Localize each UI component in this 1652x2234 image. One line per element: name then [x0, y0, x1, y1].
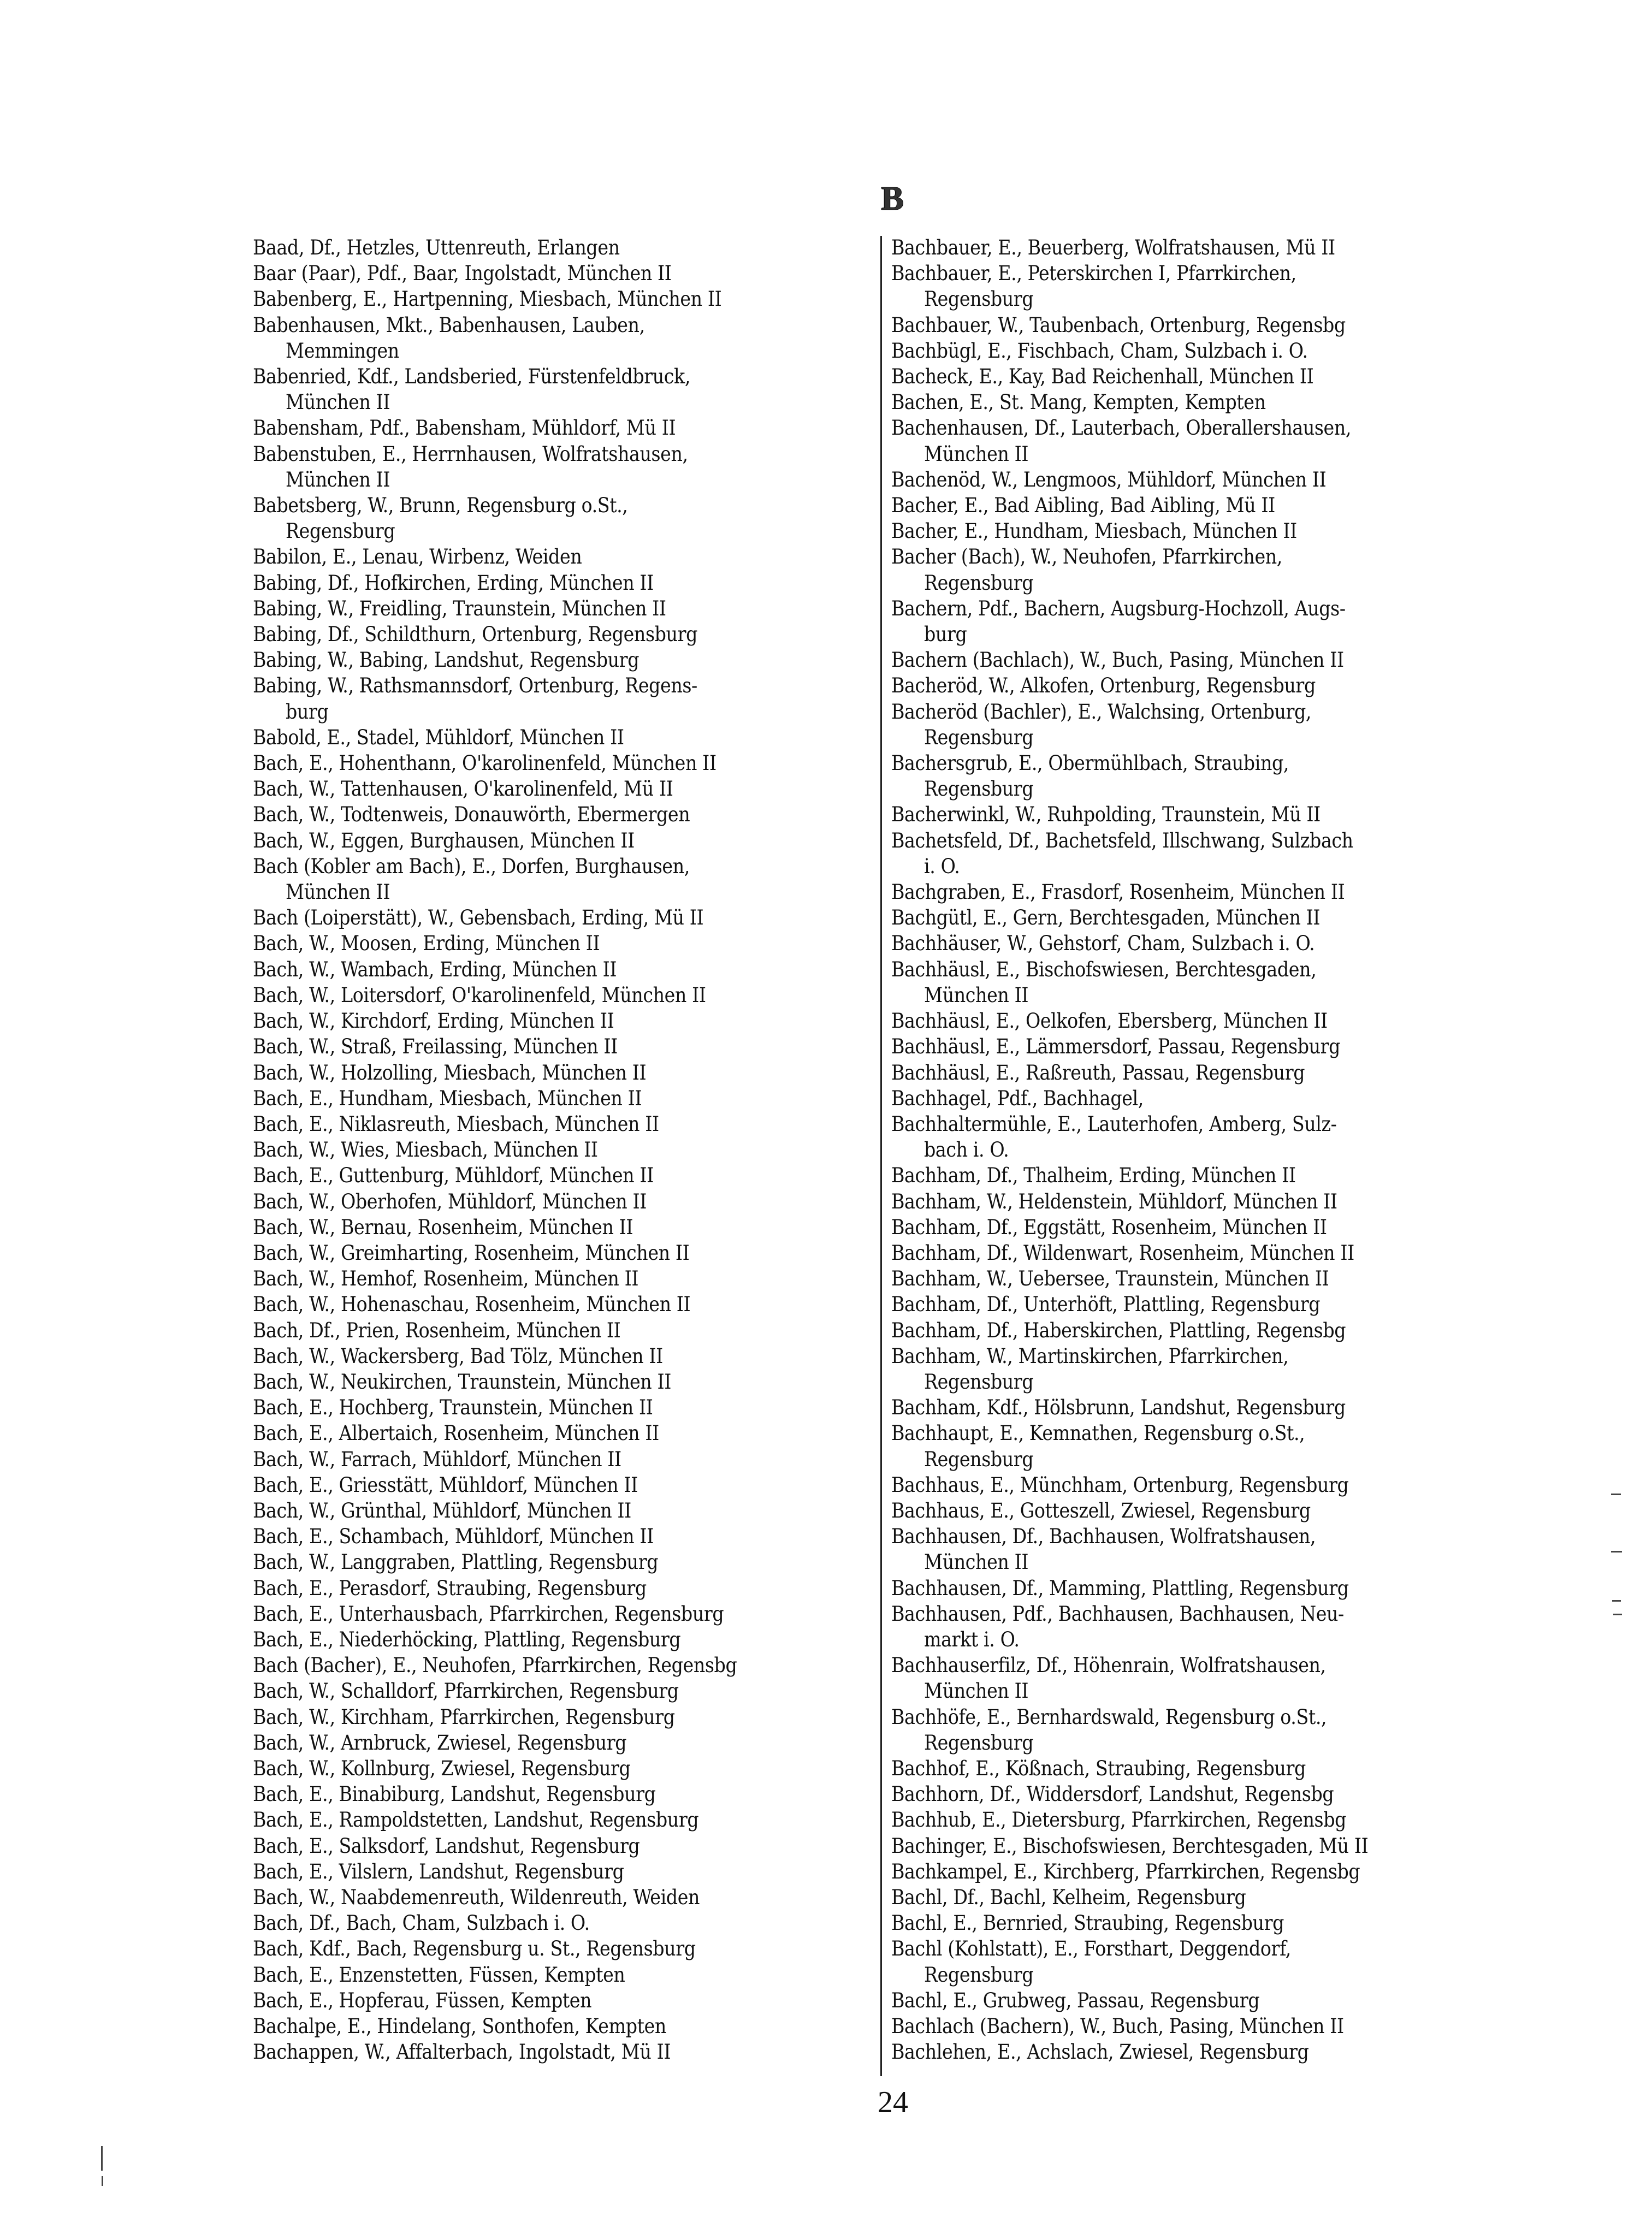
- entry-text: Bach, W., Kirchdorf, Erding, München II: [253, 1009, 614, 1033]
- gazetteer-entry: [253, 1008, 870, 1034]
- entry-text: Babensham, Pdf., Babensham, Mühldorf, Mü II: [253, 416, 676, 440]
- gazetteer-entry: [891, 415, 1536, 466]
- gazetteer-entry: [253, 1885, 870, 1910]
- scan-artifact-mark: [1613, 1614, 1622, 1615]
- entry-text: Bach, E., Salksdorf, Landshut, Regensburg: [253, 1834, 640, 1858]
- gazetteer-entry: [253, 1420, 870, 1446]
- gazetteer-entry: [891, 879, 1536, 905]
- entry-text: Bach, W., Schalldorf, Pfarrkirchen, Regensburg: [253, 1679, 679, 1703]
- gazetteer-entry: [891, 235, 1536, 260]
- entry-text: Bach, W., Kirchham, Pfarrkirchen, Regensburg: [253, 1705, 675, 1729]
- gazetteer-entry: [891, 1163, 1536, 1188]
- gazetteer-entry: [253, 286, 870, 312]
- gazetteer-entry: [253, 776, 870, 802]
- gazetteer-entry: [253, 1833, 870, 1859]
- entry-continuation: Memmingen: [286, 339, 399, 363]
- entry-text: Bach (Bacher), E., Neuhofen, Pfarrkirchen, Regensbg: [253, 1654, 737, 1678]
- gazetteer-entry: [253, 828, 870, 854]
- entry-continuation: Regensburg: [924, 1447, 1034, 1471]
- entry-text: Bachhäuser, W., Gehstorf, Cham, Sulzbach i. O.: [891, 932, 1315, 956]
- entry-text: Bachhagel, Pdf., Bachhagel,: [891, 1086, 1144, 1110]
- entry-text: Bach, W., Neukirchen, Traunstein, München II: [253, 1370, 672, 1394]
- entry-text: Bachhof, E., Kößnach, Straubing, Regensburg: [891, 1756, 1306, 1780]
- entry-continuation: München II: [286, 390, 390, 414]
- entry-text: Bachhäusl, E., Lämmersdorf, Passau, Regensburg: [891, 1035, 1341, 1059]
- entry-text: Bachham, Df., Eggstätt, Rosenheim, München II: [891, 1215, 1327, 1239]
- entry-text: Bach, E., Niederhöcking, Plattling, Regensburg: [253, 1627, 681, 1651]
- gazetteer-entry: [891, 1601, 1536, 1652]
- gazetteer-entry: [891, 1240, 1536, 1266]
- entry-text: Bach, W., Moosen, Erding, München II: [253, 932, 600, 956]
- entry-text: Babenried, Kdf., Landsberied, Fürstenfeldbruck,: [253, 365, 690, 389]
- gazetteer-entry: [891, 750, 1536, 802]
- gazetteer-entry: [891, 1086, 1536, 1111]
- entry-text: Bachhub, E., Dietersburg, Pfarrkirchen, Regensbg: [891, 1808, 1347, 1832]
- gazetteer-entry: [253, 1988, 870, 2013]
- gazetteer-entry: [891, 1910, 1536, 1936]
- entry-text: Bach, W., Wies, Miesbach, München II: [253, 1138, 598, 1162]
- entry-text: Bach, W., Hohenaschau, Rosenheim, München II: [253, 1293, 691, 1317]
- gazetteer-entry: [891, 699, 1536, 750]
- entry-text: Bacheröd (Bachler), E., Walchsing, Ortenburg,: [891, 700, 1312, 724]
- gazetteer-entry: [891, 1575, 1536, 1601]
- entry-text: Bacher, E., Bad Aibling, Bad Aibling, Mü II: [891, 494, 1275, 518]
- gazetteer-entry: [891, 2013, 1536, 2039]
- entry-continuation: Regensburg: [924, 1370, 1034, 1394]
- gazetteer-entry: [253, 673, 870, 724]
- entry-text: Babetsberg, W., Brunn, Regensburg o.St.,: [253, 494, 628, 518]
- gazetteer-entry: [253, 905, 870, 931]
- gazetteer-entry: [891, 1498, 1536, 1524]
- entry-text: Bacherwinkl, W., Ruhpolding, Traunstein, Mü II: [891, 803, 1321, 827]
- entry-text: Bach, W., Farrach, Mühldorf, München II: [253, 1447, 621, 1471]
- entry-text: Baar (Paar), Pdf., Baar, Ingolstadt, München II: [253, 262, 672, 286]
- gazetteer-entry: [891, 1859, 1536, 1885]
- entry-text: Bachenhausen, Df., Lauterbach, Oberallershausen,: [891, 416, 1352, 440]
- gazetteer-entry: [253, 493, 870, 544]
- entry-continuation: München II: [924, 1550, 1029, 1574]
- entry-text: Bach, W., Langgraben, Plattling, Regensburg: [253, 1550, 659, 1574]
- gazetteer-entry: [891, 1395, 1536, 1420]
- entry-continuation: München II: [924, 983, 1029, 1007]
- gazetteer-entry: [253, 1524, 870, 1549]
- entry-text: Babing, W., Babing, Landshut, Regensburg: [253, 648, 640, 672]
- entry-text: Babenstuben, E., Herrnhausen, Wolfratshausen,: [253, 442, 688, 466]
- gazetteer-entry: [891, 1343, 1536, 1395]
- entry-continuation: bach i. O.: [924, 1138, 1009, 1162]
- entry-text: Babilon, E., Lenau, Wirbenz, Weiden: [253, 545, 582, 569]
- gazetteer-entry: [253, 854, 870, 905]
- entry-text: Bachhaus, E., Gotteszell, Zwiesel, Regensburg: [891, 1498, 1311, 1522]
- gazetteer-entry: [891, 1189, 1536, 1214]
- gazetteer-entry: [891, 467, 1536, 493]
- entry-text: Bach, W., Tattenhausen, O'karolinenfeld, Mü II: [253, 777, 673, 801]
- entry-text: Bach, E., Unterhausbach, Pfarrkirchen, Regensburg: [253, 1602, 724, 1626]
- gazetteer-entry: [253, 1163, 870, 1188]
- gazetteer-entry: [253, 1266, 870, 1291]
- gazetteer-entry: [253, 1627, 870, 1652]
- gazetteer-entry: [253, 1678, 870, 1704]
- entry-continuation: München II: [924, 442, 1029, 466]
- entry-text: Bach, E., Enzenstetten, Füssen, Kempten: [253, 1963, 625, 1987]
- gazetteer-entry: [253, 1343, 870, 1369]
- entry-text: Bach, Df., Prien, Rosenheim, München II: [253, 1318, 621, 1342]
- entry-text: Bachhäusl, E., Oelkofen, Ebersberg, München II: [891, 1009, 1328, 1033]
- gazetteer-entry: [253, 2039, 870, 2065]
- entry-text: Bachersgrub, E., Obermühlbach, Straubing,: [891, 751, 1289, 775]
- entry-text: Bachhausen, Df., Bachhausen, Wolfratshausen,: [891, 1525, 1316, 1549]
- gazetteer-entry: [891, 1807, 1536, 1833]
- gazetteer-entry: [253, 982, 870, 1008]
- entry-text: Bach, W., Wackersberg, Bad Tölz, München II: [253, 1344, 663, 1368]
- gazetteer-entry: [891, 1266, 1536, 1291]
- entry-continuation: i. O.: [924, 854, 960, 878]
- entry-text: Bach, E., Vilslern, Landshut, Regensburg: [253, 1859, 624, 1883]
- entry-text: Bach, E., Hochberg, Traunstein, München II: [253, 1396, 653, 1420]
- entry-text: Bach, E., Hohenthann, O'karolinenfeld, München II: [253, 751, 717, 775]
- entry-text: Bachlehen, E., Achslach, Zwiesel, Regensburg: [891, 2040, 1309, 2064]
- gazetteer-entry: [891, 957, 1536, 1008]
- gazetteer-entry: [891, 389, 1536, 415]
- entry-text: Bach, Df., Bach, Cham, Sulzbach i. O.: [253, 1911, 590, 1935]
- entry-text: Bach, W., Grünthal, Mühldorf, München II: [253, 1498, 631, 1522]
- entry-text: Bach, E., Rampoldstetten, Landshut, Regensburg: [253, 1808, 699, 1832]
- entry-text: Bachhorn, Df., Widdersdorf, Landshut, Regensbg: [891, 1782, 1334, 1806]
- gazetteer-entry: [891, 1885, 1536, 1910]
- gazetteer-entry: [891, 518, 1536, 544]
- entry-text: Bach, E., Hopferau, Füssen, Kempten: [253, 1988, 592, 2012]
- gazetteer-entry: [891, 1988, 1536, 2013]
- scan-artifact-mark: [101, 2146, 103, 2171]
- entry-text: Babing, W., Rathsmannsdorf, Ortenburg, Regens-: [253, 674, 697, 698]
- gazetteer-entry: [253, 2013, 870, 2039]
- gazetteer-entry: [891, 1472, 1536, 1498]
- entry-continuation: burg: [924, 623, 967, 647]
- gazetteer-entry: [253, 544, 870, 570]
- entry-text: Bach, E., Hundham, Miesbach, München II: [253, 1086, 642, 1110]
- entry-text: Bachhausen, Pdf., Bachhausen, Bachhausen, Neu-: [891, 1602, 1344, 1626]
- entry-text: Bach, W., Bernau, Rosenheim, München II: [253, 1215, 633, 1239]
- scan-artifact-mark: [1611, 1551, 1622, 1552]
- entry-text: Bach, W., Holzolling, Miesbach, München II: [253, 1060, 647, 1085]
- gazetteer-entry: [253, 931, 870, 956]
- gazetteer-entry: [253, 312, 870, 364]
- gazetteer-entry: [253, 260, 870, 286]
- entry-text: Bach, E., Schambach, Mühldorf, München II: [253, 1525, 654, 1549]
- gazetteer-entry: [891, 1214, 1536, 1240]
- gazetteer-entry: [891, 802, 1536, 827]
- entry-text: Bach, W., Kollnburg, Zwiesel, Regensburg: [253, 1756, 631, 1780]
- gazetteer-entry: [253, 1395, 870, 1420]
- entry-text: Bach (Kobler am Bach), E., Dorfen, Burghausen,: [253, 854, 690, 878]
- entry-text: Bachhaupt, E., Kemnathen, Regensburg o.St.,: [891, 1421, 1305, 1445]
- entry-text: Bach, W., Hemhof, Rosenheim, München II: [253, 1267, 639, 1291]
- entry-text: Bach, W., Straß, Freilassing, München II: [253, 1035, 618, 1059]
- entry-text: Bach, E., Niklasreuth, Miesbach, München II: [253, 1112, 659, 1136]
- entry-text: Bachhöfe, E., Bernhardswald, Regensburg o.St.,: [891, 1705, 1327, 1729]
- gazetteer-entry: [253, 750, 870, 776]
- entry-continuation: Regensburg: [924, 1963, 1034, 1987]
- gazetteer-entry: [253, 1240, 870, 1266]
- entry-text: Bach, Kdf., Bach, Regensburg u. St., Regensburg: [253, 1937, 696, 1961]
- entry-text: Bach, W., Eggen, Burghausen, München II: [253, 828, 635, 852]
- entry-text: Bachen, E., St. Mang, Kempten, Kempten: [891, 390, 1266, 414]
- entry-text: Bach, E., Albertaich, Rosenheim, München II: [253, 1421, 659, 1445]
- entry-text: Bachhauserfilz, Df., Höhenrain, Wolfratshausen,: [891, 1654, 1326, 1678]
- gazetteer-entry: [891, 312, 1536, 338]
- gazetteer-entry: [891, 1652, 1536, 1704]
- entry-text: Bachbauer, E., Beuerberg, Wolfratshausen, Mü II: [891, 236, 1335, 259]
- entry-text: Bachkampel, E., Kirchberg, Pfarrkirchen, Regensbg: [891, 1859, 1360, 1883]
- entry-text: Bachinger, E., Bischofswiesen, Berchtesgaden, Mü II: [891, 1834, 1369, 1858]
- gazetteer-entry: [891, 260, 1536, 312]
- entry-text: Bachl, E., Grubweg, Passau, Regensburg: [891, 1988, 1260, 2012]
- entry-text: Bach, W., Wambach, Erding, München II: [253, 957, 617, 981]
- gazetteer-entry: [891, 1060, 1536, 1086]
- gazetteer-entry: [253, 1910, 870, 1936]
- gazetteer-entry: [253, 235, 870, 260]
- gazetteer-entry: [253, 1111, 870, 1137]
- gazetteer-entry: [891, 1524, 1536, 1575]
- entry-text: Babing, W., Freidling, Traunstein, München II: [253, 596, 666, 620]
- entry-text: Bachgraben, E., Frasdorf, Rosenheim, München II: [891, 880, 1345, 904]
- entry-text: Bachham, Df., Thalheim, Erding, München II: [891, 1164, 1296, 1188]
- gazetteer-entry: [253, 1781, 870, 1807]
- gazetteer-entry: [891, 1756, 1536, 1781]
- gazetteer-entry: [891, 364, 1536, 389]
- gazetteer-entry: [253, 1137, 870, 1163]
- entry-text: Bachalpe, E., Hindelang, Sonthofen, Kempten: [253, 2014, 666, 2039]
- gazetteer-entry: [253, 1962, 870, 1988]
- entry-text: Bachbauer, E., Peterskirchen I, Pfarrkirchen,: [891, 262, 1296, 286]
- gazetteer-entry: [253, 1704, 870, 1730]
- entry-continuation: Regensburg: [286, 519, 395, 543]
- entry-text: Bachham, W., Martinskirchen, Pfarrkirchen,: [891, 1344, 1289, 1368]
- entry-continuation: Regensburg: [924, 777, 1034, 801]
- section-letter-heading: B: [881, 180, 903, 217]
- gazetteer-entry: [891, 493, 1536, 518]
- entry-text: Bacheck, E., Kay, Bad Reichenhall, München II: [891, 365, 1314, 389]
- entry-text: Bachhaus, E., Münchham, Ortenburg, Regensburg: [891, 1473, 1349, 1497]
- entry-continuation: Regensburg: [924, 725, 1034, 749]
- entry-text: Bacher (Bach), W., Neuhofen, Pfarrkirchen,: [891, 545, 1282, 569]
- gazetteer-entry: [253, 1498, 870, 1524]
- gazetteer-entry: [253, 725, 870, 750]
- gazetteer-entry: [891, 2039, 1536, 2065]
- gazetteer-entry: [253, 1291, 870, 1317]
- entry-text: Babing, Df., Hofkirchen, Erding, München II: [253, 571, 654, 595]
- entry-text: Bach, W., Arnbruck, Zwiesel, Regensburg: [253, 1731, 627, 1755]
- column-divider: [880, 236, 882, 2076]
- entry-continuation: burg: [286, 700, 329, 724]
- entry-text: Bachham, W., Heldenstein, Mühldorf, München II: [891, 1189, 1337, 1213]
- entry-text: Bachlach (Bachern), W., Buch, Pasing, München II: [891, 2014, 1344, 2039]
- gazetteer-entry: [253, 1936, 870, 1962]
- gazetteer-column-left: [253, 235, 870, 2065]
- gazetteer-entry: [891, 1034, 1536, 1059]
- entry-text: Bachern (Bachlach), W., Buch, Pasing, München II: [891, 648, 1344, 672]
- entry-text: Bach, W., Greimharting, Rosenheim, München II: [253, 1241, 690, 1265]
- gazetteer-entry: [253, 1807, 870, 1833]
- entry-text: Bachappen, W., Affalterbach, Ingolstadt, Mü II: [253, 2040, 671, 2064]
- gazetteer-entry: [253, 570, 870, 596]
- gazetteer-entry: [253, 957, 870, 982]
- entry-text: Bach (Loiperstätt), W., Gebensbach, Erding, Mü II: [253, 906, 704, 930]
- gazetteer-entry: [253, 1214, 870, 1240]
- gazetteer-entry: [891, 338, 1536, 364]
- gazetteer-entry: [253, 1447, 870, 1472]
- gazetteer-entry: [891, 647, 1536, 673]
- gazetteer-entry: [891, 1291, 1536, 1317]
- entry-text: Babold, E., Stadel, Mühldorf, München II: [253, 725, 624, 749]
- entry-text: Bachham, W., Uebersee, Traunstein, München II: [891, 1267, 1329, 1291]
- gazetteer-entry: [253, 1549, 870, 1575]
- entry-text: Bachetsfeld, Df., Bachetsfeld, Illschwang, Sulzbach: [891, 828, 1353, 852]
- gazetteer-entry: [891, 1704, 1536, 1756]
- gazetteer-entry: [891, 596, 1536, 647]
- gazetteer-entry: [253, 621, 870, 647]
- gazetteer-entry: [253, 1859, 870, 1885]
- gazetteer-entry: [253, 647, 870, 673]
- entry-text: Bachham, Kdf., Hölsbrunn, Landshut, Regensburg: [891, 1396, 1346, 1420]
- entry-continuation: München II: [924, 1679, 1029, 1703]
- gazetteer-entry: [253, 1472, 870, 1498]
- gazetteer-entry: [253, 596, 870, 621]
- gazetteer-entry: [253, 1189, 870, 1214]
- gazetteer-entry: [891, 544, 1536, 595]
- gazetteer-entry: [253, 415, 870, 441]
- entry-text: Bach, W., Todtenweis, Donauwörth, Ebermergen: [253, 803, 690, 827]
- gazetteer-entry: [253, 1730, 870, 1756]
- gazetteer-entry: [253, 364, 870, 415]
- gazetteer-entry: [891, 673, 1536, 698]
- entry-continuation: Regensburg: [924, 571, 1034, 595]
- gazetteer-entry: [253, 1060, 870, 1086]
- gazetteer-entry: [891, 1318, 1536, 1343]
- entry-text: Bachgütl, E., Gern, Berchtesgaden, München II: [891, 906, 1321, 930]
- entry-text: Babenhausen, Mkt., Babenhausen, Lauben,: [253, 313, 645, 337]
- gazetteer-entry: [253, 1575, 870, 1601]
- gazetteer-entry: [253, 1369, 870, 1395]
- entry-text: Bachham, Df., Haberskirchen, Plattling, Regensbg: [891, 1318, 1346, 1342]
- scan-artifact-mark: [102, 2176, 103, 2186]
- gazetteer-entry: [253, 1318, 870, 1343]
- gazetteer-entry: [253, 802, 870, 827]
- entry-text: Bach, E., Binabiburg, Landshut, Regensburg: [253, 1782, 656, 1806]
- entry-text: Bachl, E., Bernried, Straubing, Regensburg: [891, 1911, 1284, 1935]
- entry-text: Bachbügl, E., Fischbach, Cham, Sulzbach i. O.: [891, 339, 1308, 363]
- entry-text: Bachenöd, W., Lengmoos, Mühldorf, München II: [891, 467, 1327, 491]
- page-number: 24: [878, 2085, 908, 2119]
- entry-text: Bach, W., Naabdemenreuth, Wildenreuth, Weiden: [253, 1886, 700, 1909]
- entry-text: Bachham, Df., Unterhöft, Plattling, Regensburg: [891, 1293, 1321, 1317]
- gazetteer-entry: [891, 828, 1536, 879]
- entry-text: Babenberg, E., Hartpenning, Miesbach, München II: [253, 287, 722, 311]
- entry-text: Bachl, Df., Bachl, Kelheim, Regensburg: [891, 1886, 1246, 1909]
- entry-text: Bach, W., Oberhofen, Mühldorf, München II: [253, 1189, 647, 1213]
- gazetteer-entry: [891, 1833, 1536, 1859]
- entry-text: Bachhäusl, E., Raßreuth, Passau, Regensburg: [891, 1060, 1305, 1085]
- entry-text: Bacher, E., Hundham, Miesbach, München II: [891, 519, 1297, 543]
- gazetteer-entry: [891, 1111, 1536, 1163]
- scan-artifact-mark: [1612, 1600, 1621, 1602]
- gazetteer-entry: [253, 1601, 870, 1627]
- entry-text: Bach, E., Griesstätt, Mühldorf, München II: [253, 1473, 638, 1497]
- entry-text: Baad, Df., Hetzles, Uttenreuth, Erlangen: [253, 236, 620, 259]
- entry-text: Babing, Df., Schildthurn, Ortenburg, Regensburg: [253, 623, 697, 647]
- entry-text: Bachbauer, W., Taubenbach, Ortenburg, Regensbg: [891, 313, 1346, 337]
- gazetteer-entry: [253, 441, 870, 493]
- gazetteer-entry: [891, 1781, 1536, 1807]
- scan-artifact-mark: [1611, 1494, 1621, 1495]
- entry-text: Bachhäusl, E., Bischofswiesen, Berchtesgaden,: [891, 957, 1317, 981]
- gazetteer-entry: [891, 1420, 1536, 1472]
- entry-continuation: München II: [286, 467, 390, 491]
- entry-text: Bachl (Kohlstatt), E., Forsthart, Deggendorf,: [891, 1937, 1291, 1961]
- entry-text: Bach, E., Guttenburg, Mühldorf, München II: [253, 1164, 654, 1188]
- entry-text: Bachhausen, Df., Mamming, Plattling, Regensburg: [891, 1576, 1349, 1600]
- gazetteer-entry: [253, 1652, 870, 1678]
- gazetteer-entry: [253, 1756, 870, 1781]
- gazetteer-entry: [253, 1034, 870, 1059]
- gazetteer-entry: [891, 931, 1536, 956]
- gazetteer-entry: [891, 1008, 1536, 1034]
- gazetteer-entry: [891, 905, 1536, 931]
- entry-continuation: markt i. O.: [924, 1627, 1020, 1651]
- entry-text: Bach, W., Loitersdorf, O'karolinenfeld, München II: [253, 983, 706, 1007]
- entry-text: Bach, E., Perasdorf, Straubing, Regensburg: [253, 1576, 647, 1600]
- gazetteer-column-right: [891, 235, 1536, 2065]
- gazetteer-entry: [891, 1936, 1536, 1987]
- entry-text: Bachhaltermühle, E., Lauterhofen, Amberg, Sulz-: [891, 1112, 1337, 1136]
- entry-continuation: Regensburg: [924, 1731, 1034, 1755]
- entry-text: Bachham, Df., Wildenwart, Rosenheim, München II: [891, 1241, 1354, 1265]
- gazetteer-entry: [253, 1086, 870, 1111]
- entry-continuation: München II: [286, 880, 390, 904]
- entry-continuation: Regensburg: [924, 287, 1034, 311]
- entry-text: Bacheröd, W., Alkofen, Ortenburg, Regensburg: [891, 674, 1316, 698]
- entry-text: Bachern, Pdf., Bachern, Augsburg-Hochzoll, Augs-: [891, 596, 1346, 620]
